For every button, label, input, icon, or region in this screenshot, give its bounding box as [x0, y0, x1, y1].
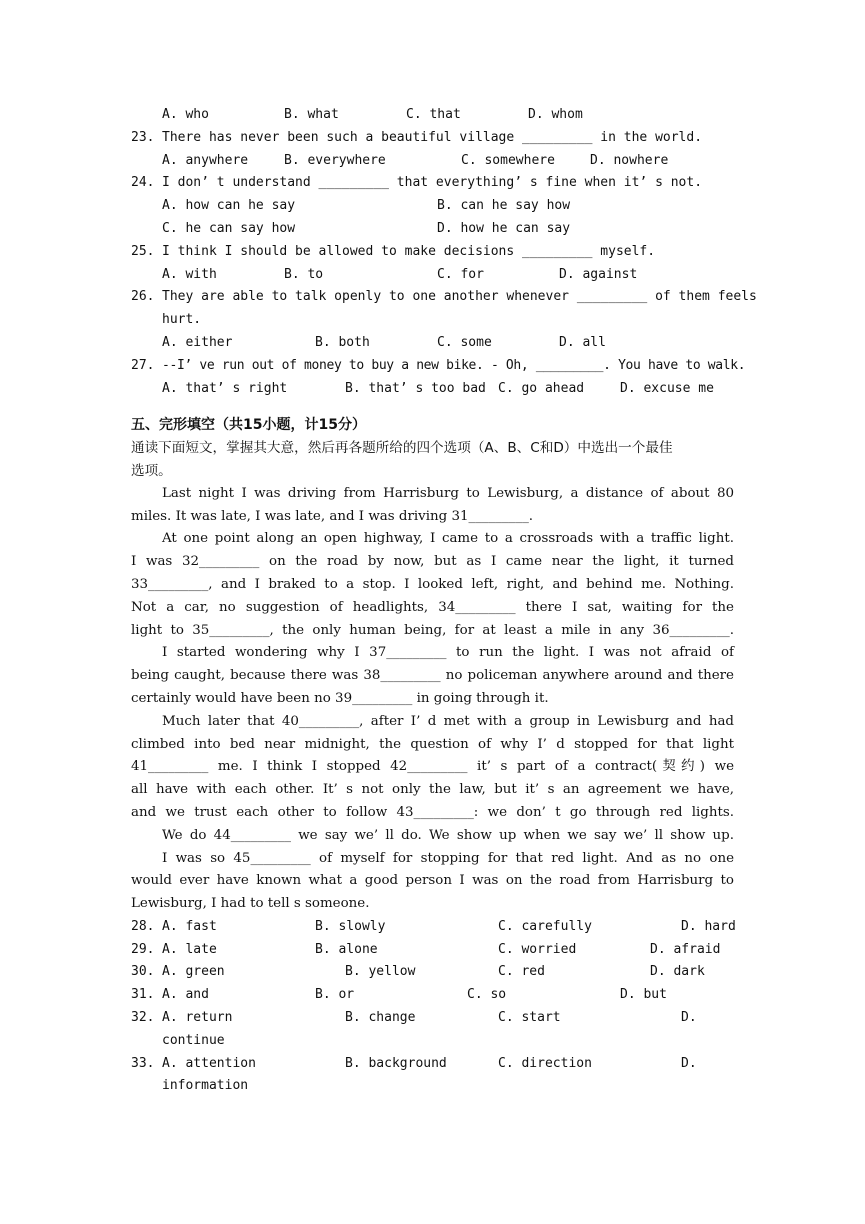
option-b: B. yellow [345, 964, 416, 980]
option-a: A. fast [162, 918, 217, 934]
question-26 [131, 286, 757, 309]
passage-line [131, 597, 734, 620]
option-b: B. or [315, 987, 355, 1003]
option-a: A. green [162, 964, 225, 980]
option-a: A. and [162, 987, 209, 1003]
passage-line-text: being caught, because there was 38_________ no policeman anywhere around and there [131, 668, 734, 684]
question-24-options-2 [131, 218, 734, 241]
option-c: C. somewhere [461, 152, 555, 168]
passage-line-text: At one point along an open highway, I came to a crossroads with a traffic light. [162, 531, 734, 547]
option-c: C. start [498, 1010, 561, 1026]
passage-line [131, 802, 734, 825]
passage-line-text: Last night I was driving from Harrisburg to Lewisburg, a distance of about 80 [162, 485, 734, 501]
passage-line [131, 825, 734, 848]
option-a: A. with [162, 266, 217, 282]
option-c: C. red [498, 964, 545, 980]
cloze-passage [131, 483, 734, 916]
question-number: 27. [131, 357, 155, 373]
passage-line-text: and we trust each other to follow 43_________: we don’ t go through red lights. [131, 804, 734, 820]
option-d: D. hard [681, 918, 736, 934]
option-a: A. attention [162, 1055, 256, 1071]
passage-line-text: Not a car, no suggestion of headlights, 34_________ there I sat, waiting for the [131, 599, 734, 615]
option-c: C. that [406, 107, 461, 122]
question-23 [131, 127, 734, 150]
option-b: B. to [284, 266, 324, 282]
passage-line-text: I was 32_________ on the road by now, but as I came near the light, it turned [131, 554, 734, 570]
passage-line [131, 756, 734, 779]
option-d-text: information [162, 1078, 249, 1094]
option-b: B. that’ s too bad [345, 380, 486, 396]
option-d: D. nowhere [590, 152, 669, 168]
option-a: A. that’ s right [162, 380, 288, 396]
question-25 [131, 241, 734, 264]
passage-line-text: We do 44_________ we say we’ ll do. We show up when we say we’ ll show up. [162, 827, 734, 843]
option-d: D. excuse me [620, 380, 714, 396]
question-text: They are able to talk openly to one another whenever _________ of them feels [162, 289, 757, 305]
option-c: C. worried [498, 941, 577, 957]
option-a: A. return [162, 1010, 233, 1026]
q22-options [131, 104, 734, 127]
option-d: D. [681, 1010, 697, 1026]
passage-line-text: certainly would have been no 39_________ in going through it. [131, 690, 549, 706]
passage-line [131, 620, 734, 643]
question-number: 26. [131, 289, 155, 305]
option-b: B. both [315, 334, 370, 350]
section-instruction: 通读下面短文，掌握其大意，然后再各题所给的四个选项（A、B、C和D）中选出一个最佳 [131, 440, 673, 457]
passage-line [131, 506, 734, 529]
passage-line-text: all have with each other. It’ s not only the law, but it’ s an agreement we have, [131, 782, 734, 798]
cloze-question-29 [131, 939, 734, 962]
option-a: A. who [162, 107, 209, 122]
question-number: 32. [131, 1010, 155, 1026]
cloze-question-32-wrap [131, 1030, 734, 1053]
option-d: D. [681, 1055, 697, 1071]
option-a: A. anywhere [162, 152, 249, 168]
option-c: C. he can say how [162, 220, 296, 236]
option-b: B. what [284, 107, 339, 122]
passage-line [131, 665, 734, 688]
option-d: D. how he can say [437, 220, 571, 236]
cloze-question-32 [131, 1007, 734, 1030]
section-instruction-continued: 选项。 [131, 462, 172, 479]
question-number: 28. [131, 918, 155, 934]
question-number: 25. [131, 243, 155, 259]
option-b: B. everywhere [284, 152, 386, 168]
question-23-options [131, 150, 734, 173]
question-text: I think I should be allowed to make decisions _________ myself. [162, 243, 656, 259]
passage-line [131, 642, 734, 665]
passage-line-text: climbed into bed near midnight, the question of why I’ d stopped for that light [131, 736, 734, 752]
option-d: D. but [620, 987, 667, 1003]
question-text-continued: hurt. [162, 312, 202, 328]
passage-line [131, 893, 734, 916]
question-27 [131, 355, 746, 378]
option-b: B. background [345, 1055, 447, 1071]
cloze-question-31 [131, 984, 734, 1007]
option-c: C. some [437, 334, 492, 350]
passage-line [131, 711, 734, 734]
question-number: 24. [131, 175, 155, 191]
question-24 [131, 172, 734, 195]
cloze-question-30 [131, 961, 734, 984]
passage-line [131, 483, 734, 506]
cloze-question-33 [131, 1053, 734, 1076]
cloze-question-33-wrap [131, 1075, 734, 1098]
option-b: B. slowly [315, 918, 386, 934]
option-c: C. direction [498, 1055, 592, 1071]
question-text: --I’ ve run out of money to buy a new bike. - Oh, _________. You have to walk. [162, 357, 746, 373]
question-25-options [131, 264, 734, 287]
question-number: 23. [131, 129, 155, 145]
question-number: 31. [131, 987, 155, 1003]
question-text: There has never been such a beautiful village _________ in the world. [162, 129, 703, 145]
passage-line [131, 848, 734, 871]
option-a: A. late [162, 941, 217, 957]
option-c: C. go ahead [498, 380, 585, 396]
option-b: B. can he say how [437, 198, 571, 214]
passage-line [131, 734, 734, 757]
question-26-options [131, 332, 734, 355]
passage-line-text: miles. It was late, I was late, and I was driving 31_________. [131, 508, 534, 524]
question-text: I don’ t understand _________ that everything’ s fine when it’ s not. [162, 175, 703, 191]
section-title: 五、完形填空（共15小题，计15分） [131, 417, 366, 434]
option-b: B. alone [315, 941, 378, 957]
option-c: C. for [437, 266, 484, 282]
passage-line [131, 574, 734, 597]
option-d: D. afraid [650, 941, 721, 957]
passage-line-text: Lewisburg, I had to tell s someone. [131, 896, 370, 912]
question-24-options [131, 195, 734, 218]
option-c: C. so [467, 987, 507, 1003]
passage-line-text: 33_________, and I braked to a stop. I looked left, right, and behind me. Nothing. [131, 576, 734, 592]
passage-line [131, 870, 734, 893]
option-d-text: continue [162, 1032, 225, 1048]
option-d: D. against [559, 266, 638, 282]
option-d: D. dark [650, 964, 705, 980]
question-number: 30. [131, 964, 155, 980]
question-number: 33. [131, 1055, 155, 1071]
passage-line [131, 779, 734, 802]
passage-line-text: would ever have known what a good person I was on the road from Harrisburg to [131, 873, 734, 889]
cloze-question-28 [131, 916, 734, 939]
question-number: 29. [131, 941, 155, 957]
question-27-options [131, 378, 734, 401]
passage-line [131, 688, 734, 711]
option-a: A. how can he say [162, 198, 296, 214]
exam-page [131, 104, 757, 1098]
passage-line-text: I started wondering why I 37_________ to run the light. I was not afraid of [162, 645, 734, 661]
passage-line [131, 528, 734, 551]
passage-line [131, 551, 734, 574]
passage-line-text: light to 35_________, the only human being, for at least a mile in any 36_________. [131, 622, 734, 638]
passage-line-text: 41_________ me. I think I stopped 42_________ it’ s part of a contract(契约) we [131, 759, 734, 775]
option-d: D. whom [528, 107, 583, 122]
option-a: A. either [162, 334, 233, 350]
passage-line-text: Much later that 40_________, after I’ d met with a group in Lewisburg and had [162, 713, 734, 729]
question-26-wrap [131, 309, 734, 332]
passage-line-text: I was so 45_________ of myself for stopping for that red light. And as no one [162, 850, 734, 866]
option-b: B. change [345, 1010, 416, 1026]
option-c: C. carefully [498, 918, 592, 934]
option-d: D. all [559, 334, 606, 350]
